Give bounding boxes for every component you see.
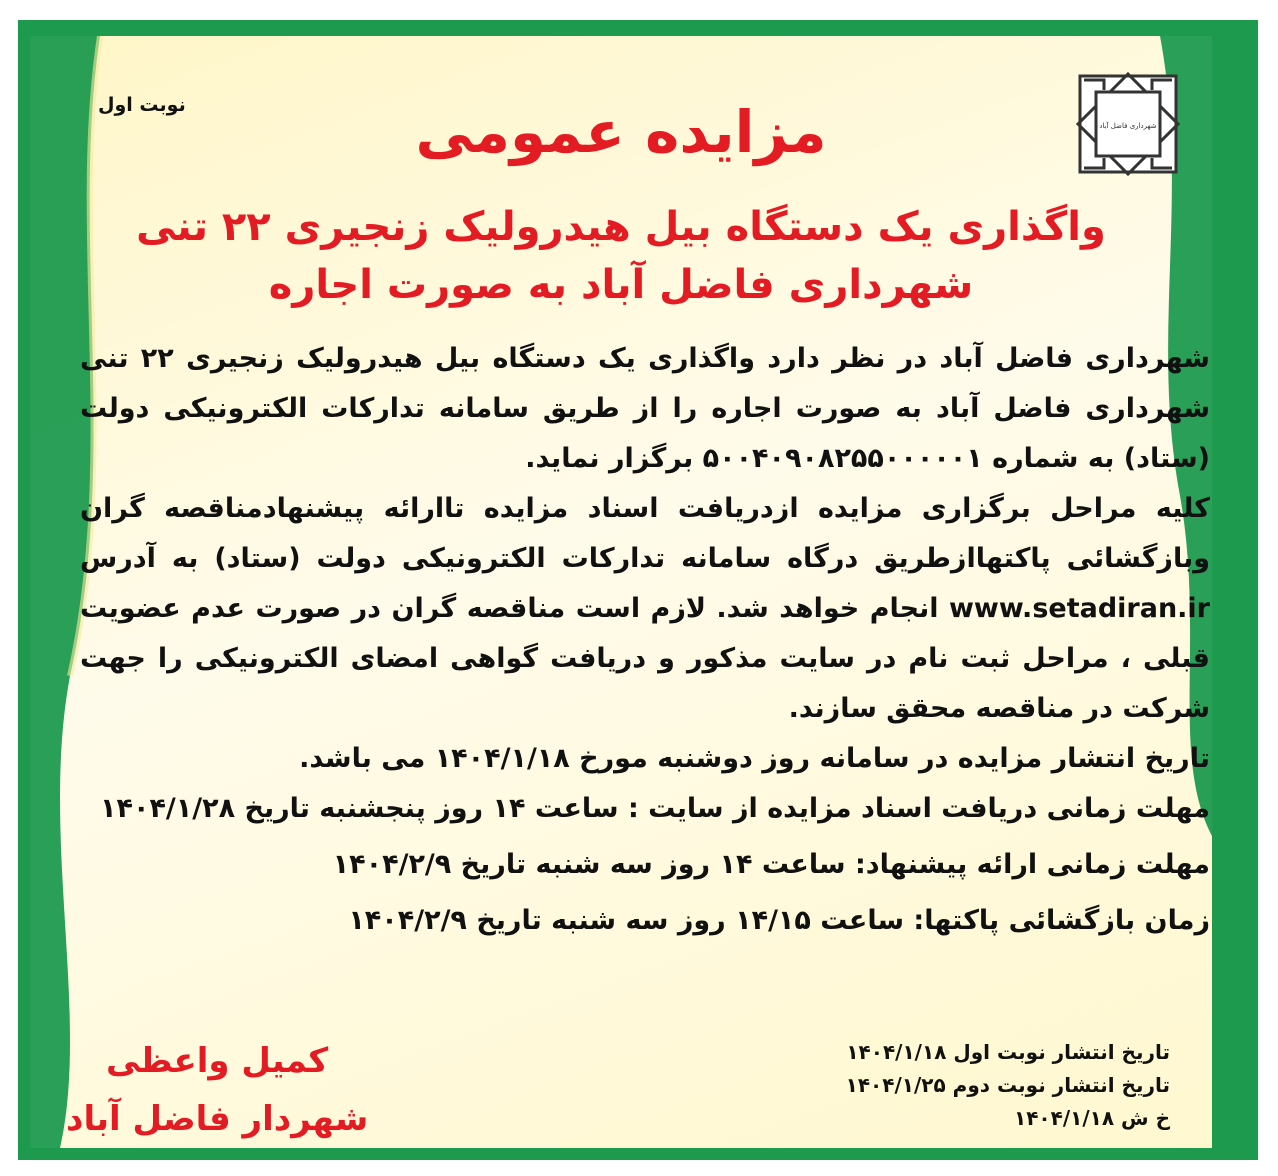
body-paragraph-document-deadline: مهلت زمانی دریافت اسناد مزایده از سایت : ساعت ۱۴ روز پنجشنبه تاریخ ۱۴۰۴/۱/۲۸ bbox=[100, 793, 1210, 824]
signatory-role: شهردار فاضل آباد bbox=[66, 1099, 369, 1139]
body-paragraph-procedure: کلیه مراحل برگزاری مزایده ازدریافت اسناد مزایده تاارائه پیشنهادمناقصه گران وبازگشائی پاکتهاازطریق درگاه سامانه تدارکات الکترونیکی دولت (ستاد) به آدرس www.setadiran.ir انجام خواهد شد. لازم است مناقصه گران در صورت عدم عضویت قبلی ، مراحل ثبت نام در سایت مذکور و دریافت گواهی امضای الکترونیکی را جهت شرکت در مناقصه محقق سازند. bbox=[80, 493, 1210, 724]
publication-code: خ ش ۱۴۰۴/۱/۱۸ bbox=[1014, 1106, 1170, 1130]
publish-date-first: تاریخ انتشار نوبت اول ۱۴۰۴/۱/۱۸ bbox=[846, 1040, 1170, 1064]
notice-paper bbox=[30, 36, 1212, 1148]
notice-subtitle-2: شهرداری فاضل آباد به صورت اجاره bbox=[268, 262, 974, 308]
notice-title: مزایده عمومی bbox=[415, 98, 827, 166]
publish-date-second: تاریخ انتشار نوبت دوم ۱۴۰۴/۱/۲۵ bbox=[845, 1073, 1170, 1097]
body-paragraph-publish-date: تاریخ انتشار مزایده در سامانه روز دوشنبه مورخ ۱۴۰۴/۱/۱۸ می باشد. bbox=[299, 743, 1210, 774]
publication-turn-label: نوبت اول bbox=[98, 94, 186, 116]
logo-text: شهرداری فاضل آباد bbox=[1099, 122, 1157, 130]
notice-body bbox=[80, 334, 1210, 946]
notice-subtitle-1: واگذاری یک دستگاه بیل هیدرولیک زنجیری ۲۲ تنی bbox=[136, 204, 1106, 250]
body-paragraph-intro: شهرداری فاضل آباد در نظر دارد واگذاری یک دستگاه بیل هیدرولیک زنجیری ۲۲ تنی شهرداری فاضل آباد به صورت اجاره را از طریق سامانه تدارکات الکترونیکی دولت (ستاد) به شماره ۵۰۰۴۰۹۰۸۲۵۵۰۰۰۰۰۱ برگزار نماید. bbox=[80, 343, 1210, 474]
body-paragraph-bid-deadline: مهلت زمانی ارائه پیشنهاد: ساعت ۱۴ روز سه شنبه تاریخ ۱۴۰۴/۲/۹ bbox=[332, 849, 1210, 880]
body-paragraph-opening-time: زمان بازگشائی پاکتها: ساعت ۱۴/۱۵ روز سه شنبه تاریخ ۱۴۰۴/۲/۹ bbox=[348, 905, 1210, 936]
publication-footer bbox=[846, 1036, 1170, 1135]
signature-block bbox=[66, 1032, 368, 1148]
signatory-name: کمیل واعظی bbox=[106, 1041, 329, 1081]
